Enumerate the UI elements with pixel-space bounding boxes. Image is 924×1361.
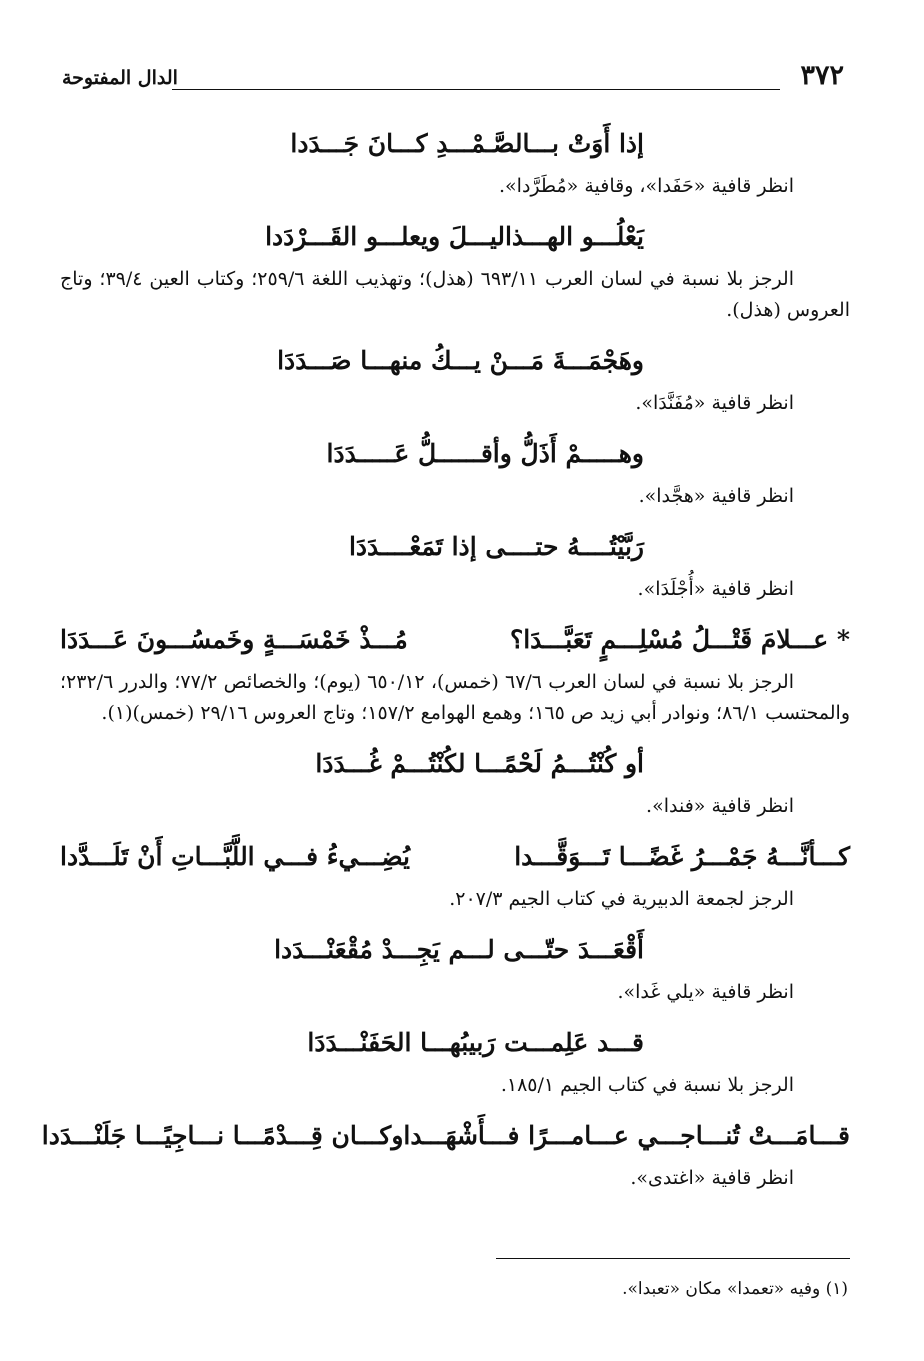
verse-note: انظر قافية «يلي غَدا». <box>617 981 794 1003</box>
verse-line: وهَجْمَـــةَ مَـــنْ يـــكُ منهـــا صَـــدَدَا <box>277 346 644 375</box>
verse-note: انظر قافية «فندا». <box>646 795 794 817</box>
verse-couplet <box>60 614 850 666</box>
running-title: الدال المفتوحة <box>62 67 178 89</box>
page-number: ٣٧٢ <box>800 60 844 91</box>
page-header <box>62 58 844 98</box>
verse-note: انظر قافية «حَفَدا»، وقافية «مُطَرَّدا». <box>499 175 794 197</box>
verse-first-hemistich: * عـــلامَ قَتْـــلُ مُسْلِـــمٍ تَعَبَّـــدَا؟ <box>509 625 850 654</box>
footnote: (١) وفيه «تعمدا» مكان «تعبدا». <box>622 1279 848 1299</box>
verse-line: يَعْلُـــو الهـــذاليـــلَ ويعلـــو القَـــرْدَدا <box>265 222 644 251</box>
verse-couplet <box>41 1110 850 1162</box>
verse-first-hemistich: كـــأنَّـــهُ جَمْـــرُ غَضًـــا تَـــوَقَّـــدا <box>514 842 850 871</box>
page-content <box>41 118 850 1203</box>
verse-line: قـــد عَلِمـــت رَبيبُهـــا الحَفَنْـــدَدَا <box>307 1028 644 1057</box>
footnote-rule <box>496 1258 850 1259</box>
header-rule <box>172 89 780 90</box>
verse-note: الرجز بلا نسبة في لسان العرب ٦٩٣/١١ (هذل)؛ وتهذيب اللغة ٢٥٩/٦؛ وكتاب العين ٣٩/٤؛ وتاج العروس (هذل). <box>60 268 850 321</box>
verse-first-hemistich: قـــامَـــتْ تُنـــاجـــي عـــامـــرًا فـــأَشْهَـــدا <box>403 1121 850 1150</box>
verse-note: الرجز لجمعة الدبيرية في كتاب الجيم ٢٠٧/٣. <box>449 888 794 910</box>
verse-line: رَبَّيْتُــــهُ حتــــى إذا تَمَعْــــدَدَا <box>348 532 644 561</box>
verse-note: انظر قافية «أُجْلَدَا». <box>637 578 794 600</box>
verse-note: الرجز بلا نسبة في كتاب الجيم ١٨٥/١. <box>500 1074 794 1096</box>
verse-line: إذا أَوَتْ بـــالصَّـمْـــدِ كـــانَ جَـــدَدا <box>290 129 644 158</box>
verse-line: أو كُنْتُـــمُ لَحْمًـــا لكُنْتُـــمْ غُـــدَدَا <box>315 749 644 778</box>
verse-note: انظر قافية «اغتدى». <box>630 1167 794 1189</box>
verse-note: انظر قافية «هجَّدا». <box>638 485 794 507</box>
verse-couplet <box>60 831 850 883</box>
verse-note: انظر قافية «مُفَنَّدَا». <box>635 392 794 414</box>
verse-line: وهـــــمْ أَذَلُّ وأقــــــلُّ عَـــــدَدَا <box>326 439 644 468</box>
verse-note: الرجز بلا نسبة في لسان العرب ٦٧/٦ (خمس)، ٦٥٠/١٢ (يوم)؛ والخصائص ٧٧/٢؛ والدرر ٢٣٢/٦؛ والمحتسب ٨٦/١؛ ونوادر أبي زيد ص ١٦٥؛ وهمع الهوامع ١٥٧/٢؛ وتاج العروس ٢٩/١٦ (خمس)(١). <box>60 671 850 724</box>
verse-line: أَقْعَـــدَ حتّـــى لـــم يَجِـــدْ مُقْعَنْـــدَدا <box>274 935 644 964</box>
verse-second-hemistich: يُضِـــيءُ فـــي اللَّبَّـــاتِ أَنْ تَلَـــدَّدا <box>60 842 410 871</box>
verse-second-hemistich: وكـــان قِـــدْمًـــا نـــاجِيًـــا جَلَنْـــدَدا <box>41 1121 404 1150</box>
verse-second-hemistich: مُـــذْ خَمْسَـــةٍ وخَمسُـــونَ عَـــدَدَا <box>60 625 408 654</box>
